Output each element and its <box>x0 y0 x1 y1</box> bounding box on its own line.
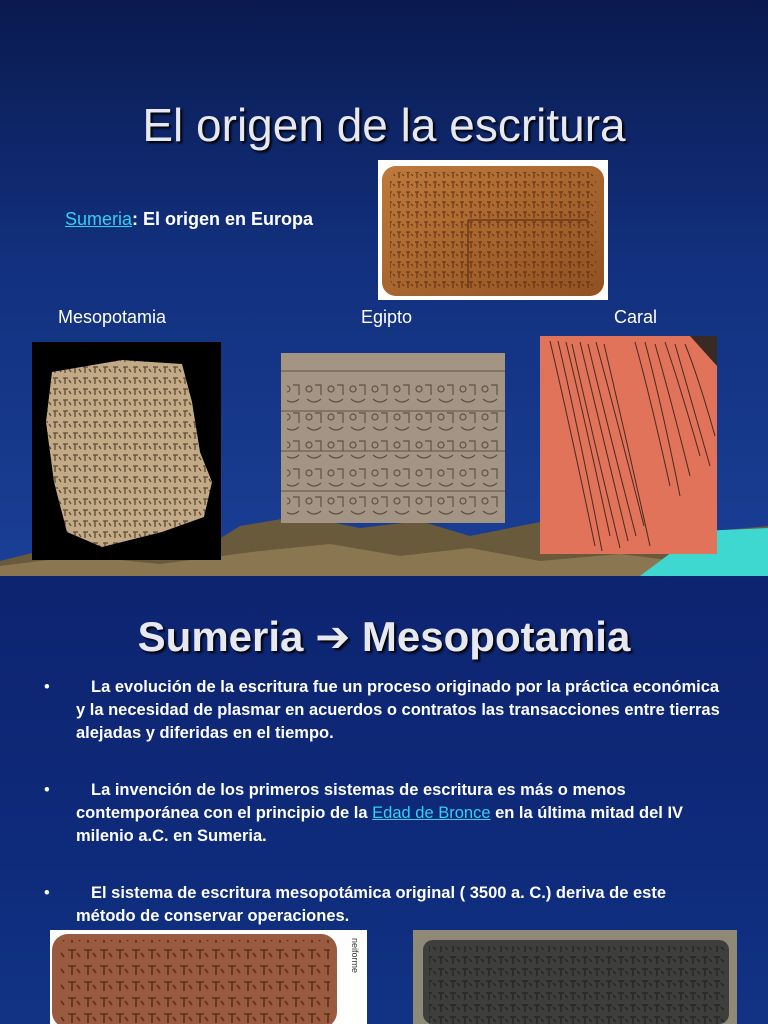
dark-tablet-image <box>413 930 737 1024</box>
subtitle-text: : El origen en Europa <box>132 209 314 229</box>
bullet-icon: • <box>44 884 50 902</box>
edad-de-bronce-link[interactable]: Edad de Bronce <box>372 804 491 822</box>
clay-tablet-image <box>378 160 608 300</box>
caral-quipu-image <box>540 336 717 554</box>
bullet-icon: • <box>44 781 50 799</box>
cuneiform-tablet-image <box>50 930 367 1024</box>
bullet-list <box>40 676 730 962</box>
list-item: • La evolución de la escritura fue un proceso originado por la práctica económica y la necesidad de plasmar en acuerdos o contratos las transacciones entre tierras alejadas y diferidas en el tiempo. <box>44 678 720 742</box>
slide-2-title: Sumeria ➔ Mesopotamia <box>137 613 631 660</box>
subtitle <box>65 209 313 230</box>
list-item: • La invención de los primeros sistemas de escritura es más o menos contemporánea con el principio de la Edad de Bronce en la última mitad del IV milenio a.C. en Sumeria. <box>44 781 684 845</box>
page-title: El origen de la escritura <box>142 99 626 151</box>
mesopotamia-tablet-image <box>32 342 221 560</box>
slide-2 <box>0 576 768 1024</box>
egypt-hieroglyph-image <box>281 353 505 523</box>
bullet-icon: • <box>44 678 50 696</box>
caption-mesopotamia: Mesopotamia <box>58 307 167 327</box>
caption-egipto: Egipto <box>361 307 413 327</box>
image-caption-text: neiforme <box>350 938 360 974</box>
caption-caral: Caral <box>614 307 658 327</box>
list-item: • El sistema de escritura mesopotámica original ( 3500 a. C.) deriva de este método de conservar operaciones. <box>44 884 666 925</box>
sumeria-link[interactable]: Sumeria <box>65 209 133 229</box>
